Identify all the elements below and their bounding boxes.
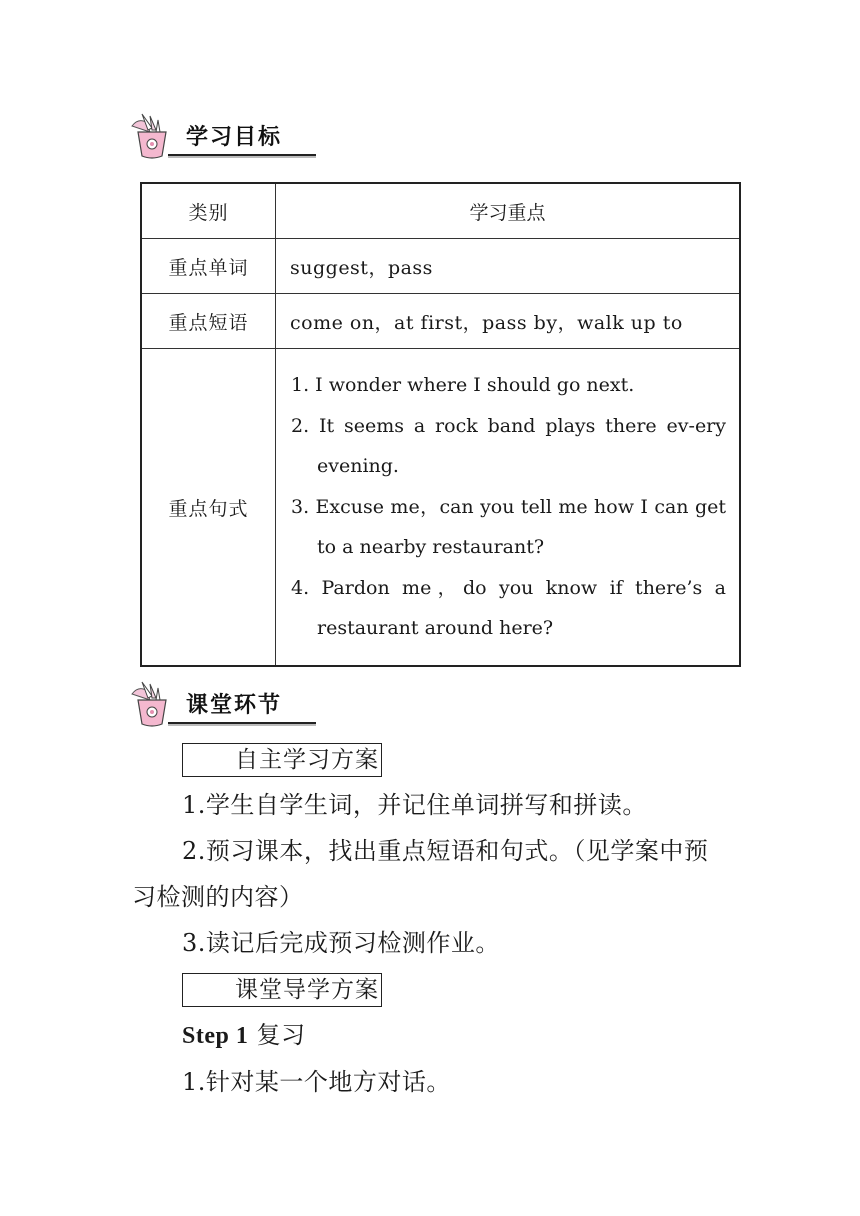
section-header-class — [128, 680, 318, 730]
row-category-phrases: 重点短语 — [141, 294, 276, 349]
section-underline — [168, 154, 316, 156]
guided-study-heading — [132, 966, 732, 1012]
list-item: 2.预习课本，找出重点短语和句式。（见学案中预习检测的内容） — [132, 837, 709, 911]
sentence-item: 2. It seems a rock band plays there ev-ery evening. — [291, 414, 726, 478]
sentence-item: 4. Pardon me，do you know if there’s a restaurant around here? — [291, 576, 726, 640]
table-row — [141, 294, 740, 349]
step-title: 复习 — [248, 1021, 306, 1049]
row-content-phrases: come on，at first，pass by，walk up to — [276, 294, 741, 349]
row-category-sentences: 重点句式 — [141, 349, 276, 667]
section-title-goals: 学习目标 — [186, 125, 283, 150]
self-study-title: 自主学习方案 — [182, 743, 382, 777]
header-category: 类别 — [141, 183, 276, 239]
table-header-row — [141, 183, 740, 239]
table-row — [141, 349, 740, 667]
step-heading — [132, 1012, 732, 1059]
learning-goals-table — [140, 182, 741, 667]
sentence-item: 1. I wonder where I should go next. — [291, 374, 635, 397]
lesson-body — [132, 736, 732, 1105]
list-item: 1.学生自学生词，并记住单词拼写和拼读。 — [182, 791, 647, 819]
row-category-words: 重点单词 — [141, 239, 276, 294]
row-content-words: suggest，pass — [276, 239, 741, 294]
guided-study-title: 课堂导学方案 — [182, 973, 382, 1007]
list-item: 3.读记后完成预习检测作业。 — [182, 929, 500, 957]
self-study-heading — [132, 736, 732, 782]
table-row — [141, 239, 740, 294]
header-focus: 学习重点 — [276, 183, 741, 239]
row-content-sentences — [276, 349, 741, 667]
list-item: 1.针对某一个地方对话。 — [182, 1068, 451, 1096]
section-title-class: 课堂环节 — [186, 693, 283, 718]
section-underline — [168, 722, 316, 724]
sentence-item: 3. Excuse me，can you tell me how I can get to a nearby restaurant? — [291, 495, 726, 559]
section-header-goals — [128, 112, 318, 162]
step-label: Step 1 — [182, 1023, 249, 1049]
